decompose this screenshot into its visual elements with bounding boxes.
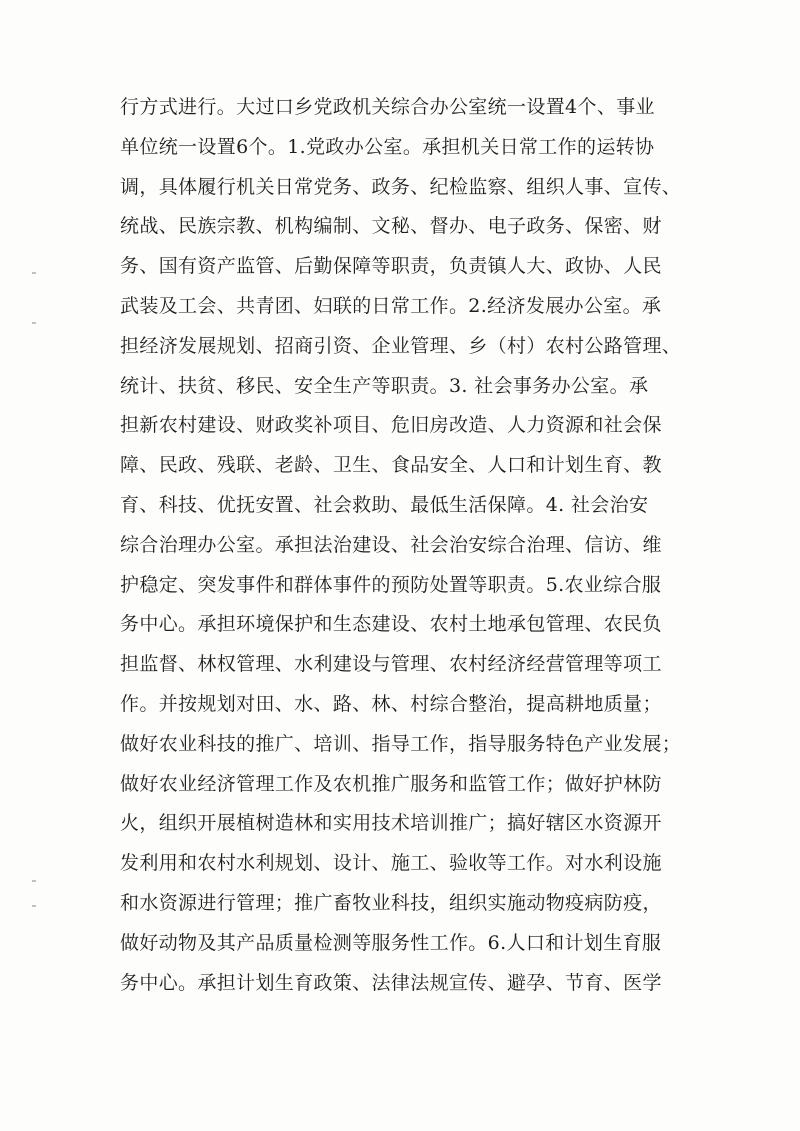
text-line: 统计、扶贫、移民、安全生产等职责。3. 社会事务办公室。承 bbox=[120, 374, 649, 397]
text-line: 务中心。承担环境保护和生态建设、农村土地承包管理、农民负 bbox=[120, 613, 662, 636]
text-line: 单位统一设置6个。1.党政办公室。承担机关日常工作的运转协 bbox=[120, 135, 655, 158]
text-line: 务中心。承担计划生育政策、法律法规宣传、避孕、节育、医学 bbox=[120, 971, 662, 994]
text-line: 发利用和农村水利规划、设计、施工、验收等工作。对水利设施 bbox=[120, 852, 662, 875]
text-line: 做好农业科技的推广、培训、指导工作，指导服务特色产业发展； bbox=[120, 732, 682, 755]
text-line: 和水资源进行管理；推广畜牧业科技，组织实施动物疫病防疫， bbox=[120, 891, 662, 914]
scan-speck bbox=[32, 322, 36, 324]
text-line: 武装及工会、共青团、妇联的日常工作。2.经济发展办公室。承 bbox=[120, 294, 662, 317]
text-line: 综合治理办公室。承担法治建设、社会治安综合治理、信访、维 bbox=[120, 533, 662, 556]
text-line: 障、民政、残联、老龄、卫生、食品安全、人口和计划生育、教 bbox=[120, 454, 662, 477]
text-line: 行方式进行。大过口乡党政机关综合办公室统一设置4个、事业 bbox=[120, 96, 655, 118]
text-line: 统战、民族宗教、机构编制、文秘、督办、电子政务、保密、财 bbox=[120, 215, 662, 238]
body-text bbox=[120, 88, 685, 1003]
text-line: 火，组织开展植树造林和实用技术培训推广；搞好辖区水资源开 bbox=[120, 812, 662, 835]
text-line: 育、科技、优抚安置、社会救助、最低生活保障。4. 社会治安 bbox=[120, 493, 649, 516]
text-line: 护稳定、突发事件和群体事件的预防处置等职责。5.农业综合服 bbox=[120, 573, 662, 596]
scan-speck bbox=[32, 880, 36, 882]
text-line: 务、国有资产监管、后勤保障等职责，负责镇人大、政协、人民 bbox=[120, 255, 662, 278]
scan-speck bbox=[32, 905, 36, 907]
text-line: 调，具体履行机关日常党务、政务、纪检监察、组织人事、宣传、 bbox=[120, 175, 682, 198]
text-line: 作。并按规划对田、水、路、林、村综合整治，提高耕地质量； bbox=[120, 692, 662, 715]
text-line: 担新农村建设、财政奖补项目、危旧房改造、人力资源和社会保 bbox=[120, 414, 662, 437]
text-line: 做好农业经济管理工作及农机推广服务和监管工作；做好护林防 bbox=[120, 772, 662, 795]
scan-speck bbox=[32, 272, 36, 274]
text-line: 做好动物及其产品质量检测等服务性工作。6.人口和计划生育服 bbox=[120, 931, 662, 954]
text-line: 担经济发展规划、招商引资、企业管理、乡（村）农村公路管理、 bbox=[120, 334, 682, 357]
text-line: 担监督、林权管理、水利建设与管理、农村经济经营管理等项工 bbox=[120, 653, 662, 676]
